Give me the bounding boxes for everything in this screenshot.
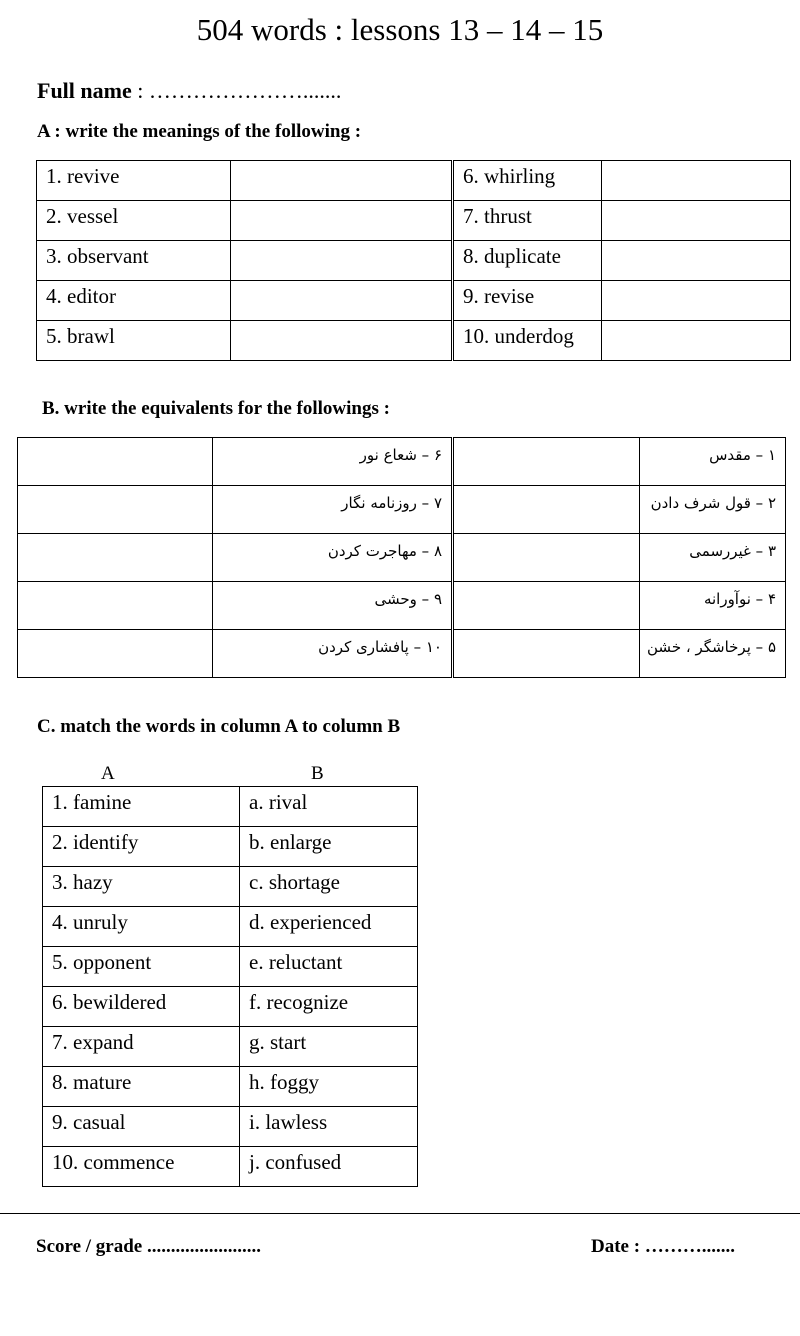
- section-c-heading: C. match the words in column A to column B: [37, 716, 401, 737]
- answer-cell[interactable]: [231, 241, 453, 281]
- persian-word-cell: ۸ – مهاجرت کردن: [213, 534, 453, 582]
- table-row: [43, 1107, 418, 1147]
- date-field: Date : ……….......: [591, 1236, 736, 1257]
- full-name-blank[interactable]: : ………………….......: [131, 78, 342, 103]
- answer-cell[interactable]: [602, 321, 791, 361]
- table-row: [18, 486, 786, 534]
- persian-word-cell: ۶ – شعاع نور: [213, 438, 453, 486]
- persian-word-cell: ۵ – پرخاشگر ، خشن: [640, 630, 786, 678]
- table-row: [43, 947, 418, 987]
- persian-word-cell: ۲ – قول شرف دادن: [640, 486, 786, 534]
- column-b-item: d. experienced: [240, 907, 418, 947]
- persian-word-cell: ۱ – مقدس: [640, 438, 786, 486]
- column-a-item: 10. commence: [43, 1147, 240, 1187]
- persian-word-cell: ۹ – وحشی: [213, 582, 453, 630]
- section-b-table: [17, 437, 786, 678]
- page-title: 504 words : lessons 13 – 14 – 15: [196, 12, 604, 47]
- table-row: [43, 987, 418, 1027]
- table-row: [18, 534, 786, 582]
- column-b-item: f. recognize: [240, 987, 418, 1027]
- section-a-table: [36, 160, 791, 361]
- column-b-item: g. start: [240, 1027, 418, 1067]
- table-row: [37, 281, 791, 321]
- word-cell: 2. vessel: [37, 201, 231, 241]
- column-a-item: 8. mature: [43, 1067, 240, 1107]
- column-a-item: 5. opponent: [43, 947, 240, 987]
- word-cell: 9. revise: [453, 281, 602, 321]
- table-row: [43, 827, 418, 867]
- answer-cell[interactable]: [602, 281, 791, 321]
- footer-divider: [0, 1213, 800, 1214]
- table-row: [43, 787, 418, 827]
- persian-word-cell: ۳ – غیررسمی: [640, 534, 786, 582]
- column-a-item: 4. unruly: [43, 907, 240, 947]
- column-b-item: c. shortage: [240, 867, 418, 907]
- table-row: [18, 630, 786, 678]
- answer-cell[interactable]: [602, 201, 791, 241]
- answer-cell[interactable]: [602, 161, 791, 201]
- column-b-item: b. enlarge: [240, 827, 418, 867]
- table-row: [37, 321, 791, 361]
- table-row: [18, 582, 786, 630]
- column-a-item: 3. hazy: [43, 867, 240, 907]
- word-cell: 8. duplicate: [453, 241, 602, 281]
- column-a-item: 1. famine: [43, 787, 240, 827]
- table-row: [37, 161, 791, 201]
- column-b-item: e. reluctant: [240, 947, 418, 987]
- table-row: [18, 438, 786, 486]
- table-row: [37, 241, 791, 281]
- answer-cell[interactable]: [453, 438, 640, 486]
- answer-cell[interactable]: [453, 486, 640, 534]
- word-cell: 1. revive: [37, 161, 231, 201]
- persian-word-cell: ۷ – روزنامه نگار: [213, 486, 453, 534]
- answer-cell[interactable]: [231, 321, 453, 361]
- table-row: [43, 1147, 418, 1187]
- word-cell: 4. editor: [37, 281, 231, 321]
- answer-cell[interactable]: [18, 438, 213, 486]
- table-row: [37, 201, 791, 241]
- table-row: [43, 867, 418, 907]
- answer-cell[interactable]: [18, 534, 213, 582]
- column-a-item: 6. bewildered: [43, 987, 240, 1027]
- persian-word-cell: ۴ – نوآورانه: [640, 582, 786, 630]
- column-b-item: a. rival: [240, 787, 418, 827]
- answer-cell[interactable]: [453, 630, 640, 678]
- column-b-label: B: [311, 763, 324, 784]
- column-a-label: A: [101, 763, 115, 784]
- table-row: [43, 1027, 418, 1067]
- table-row: [43, 1067, 418, 1107]
- table-row: [43, 907, 418, 947]
- full-name-label: Full name: [37, 78, 132, 103]
- answer-cell[interactable]: [231, 161, 453, 201]
- word-cell: 6. whirling: [453, 161, 602, 201]
- word-cell: 10. underdog: [453, 321, 602, 361]
- persian-word-cell: ۱۰ – پافشاری کردن: [213, 630, 453, 678]
- answer-cell[interactable]: [18, 486, 213, 534]
- column-a-item: 2. identify: [43, 827, 240, 867]
- section-b-heading: B. write the equivalents for the followings :: [42, 398, 390, 419]
- full-name-line: [37, 76, 341, 106]
- answer-cell[interactable]: [231, 281, 453, 321]
- answer-cell[interactable]: [231, 201, 453, 241]
- column-a-item: 7. expand: [43, 1027, 240, 1067]
- answer-cell[interactable]: [18, 582, 213, 630]
- word-cell: 5. brawl: [37, 321, 231, 361]
- score-grade-field: Score / grade ........................: [36, 1236, 261, 1257]
- column-a-item: 9. casual: [43, 1107, 240, 1147]
- word-cell: 7. thrust: [453, 201, 602, 241]
- section-a-heading: A : write the meanings of the following :: [37, 121, 362, 142]
- column-b-item: j. confused: [240, 1147, 418, 1187]
- word-cell: 3. observant: [37, 241, 231, 281]
- answer-cell[interactable]: [453, 534, 640, 582]
- column-b-item: h. foggy: [240, 1067, 418, 1107]
- answer-cell[interactable]: [453, 582, 640, 630]
- answer-cell[interactable]: [18, 630, 213, 678]
- answer-cell[interactable]: [602, 241, 791, 281]
- section-c-table: [42, 786, 418, 1187]
- column-b-item: i. lawless: [240, 1107, 418, 1147]
